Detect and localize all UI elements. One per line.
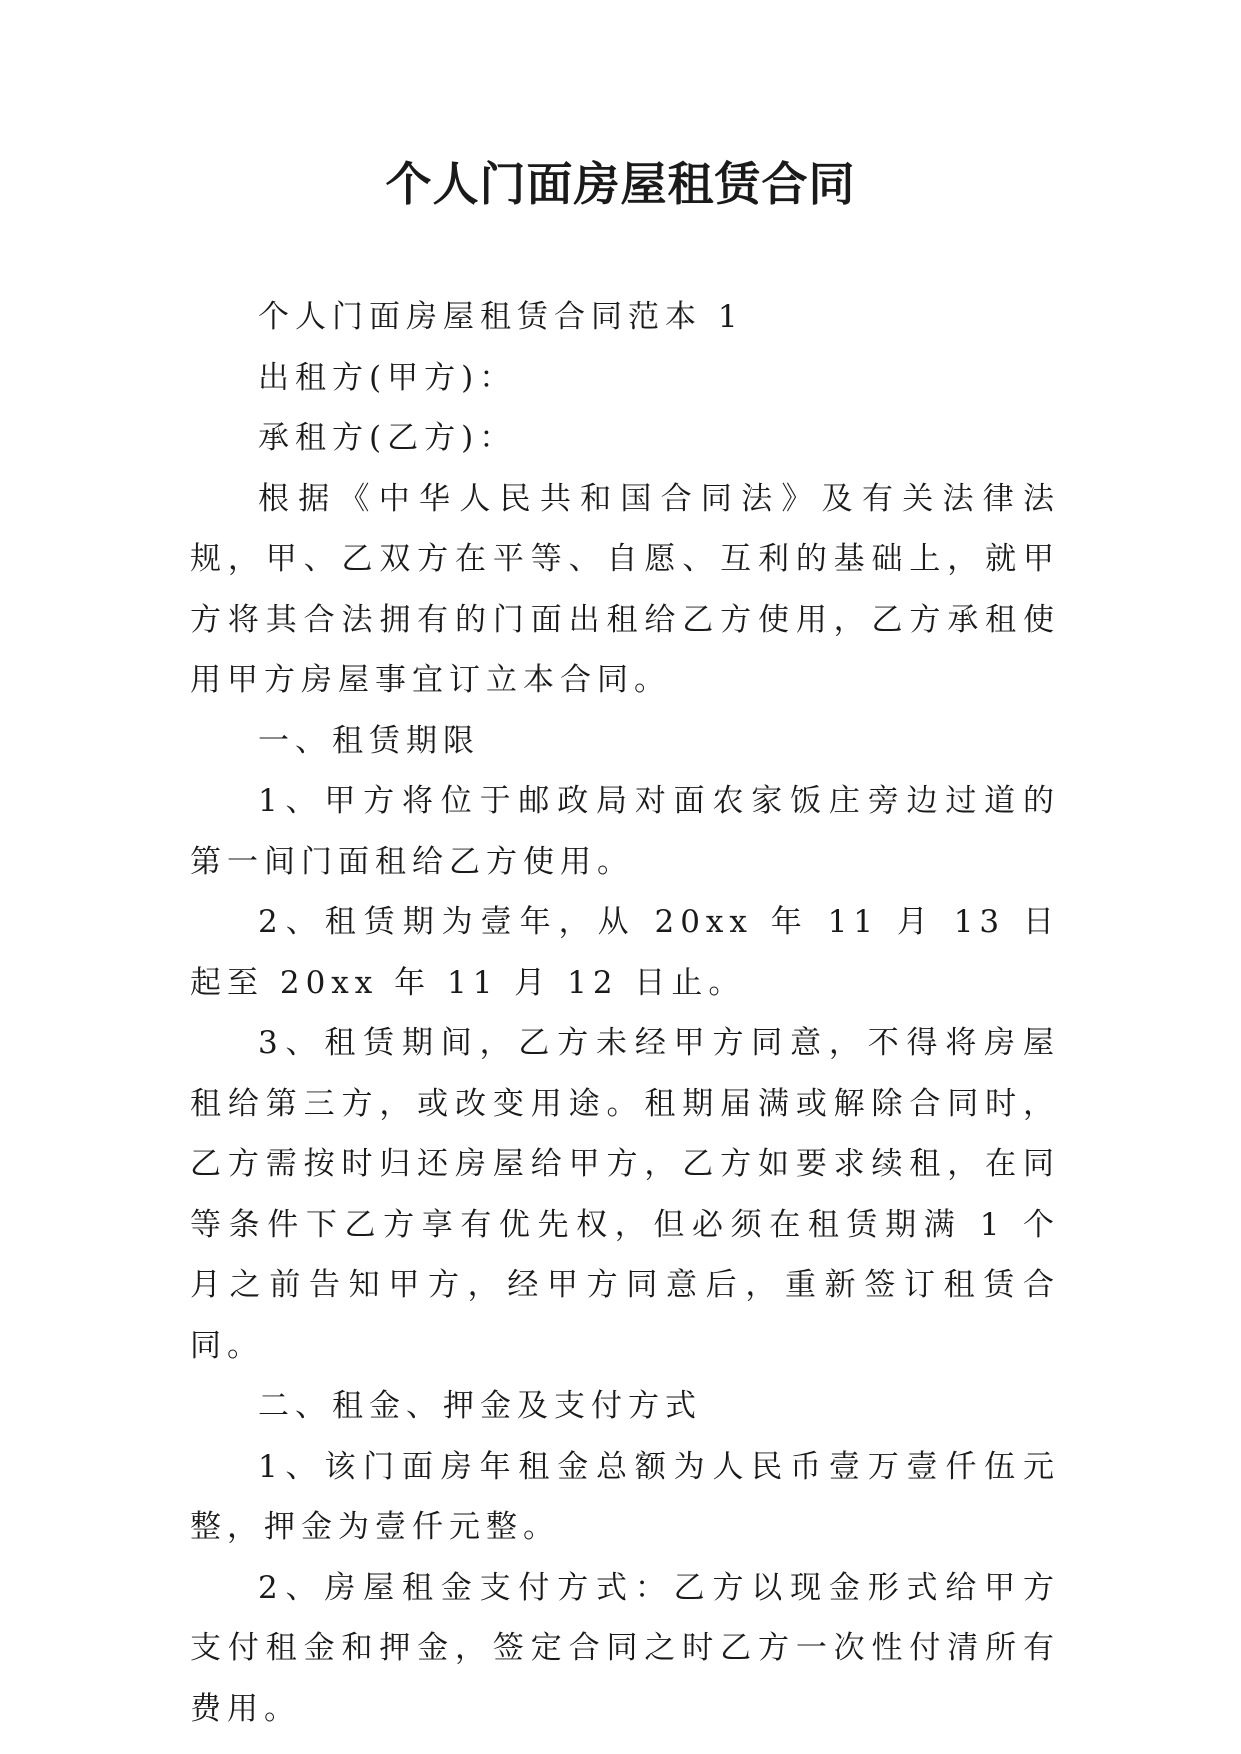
paragraph-clause-2-1: 1、该门面房年租金总额为人民币壹万壹仟伍元整，押金为壹仟元整。 bbox=[190, 1448, 1060, 1545]
section-heading-lease-term: 一、租赁期限 bbox=[258, 722, 480, 759]
paragraph-clause-2-2: 2、房屋租金支付方式：乙方以现金形式给甲方支付租金和押金，签定合同之时乙方一次性付清所有费用。 bbox=[190, 1569, 1060, 1727]
document-body bbox=[190, 287, 1060, 1739]
paragraph-clause-1-2: 2、租赁期为壹年，从 20xx 年 11 月 13 日起至 20xx 年 11 月 12 日止。 bbox=[190, 904, 1060, 1001]
paragraph-clause-1-3: 3、租赁期间，乙方未经甲方同意，不得将房屋租给第三方，或改变用途。租期届满或解除合同时，乙方需按时归还房屋给甲方，乙方如要求续租，在同等条件下乙方享有优先权，但必须在租赁期满 1 个月之前告知甲方，经甲方同意后，重新签订租赁合同。 bbox=[190, 1025, 1060, 1364]
paragraph-preamble: 根据《中华人民共和国合同法》及有关法律法规，甲、乙双方在平等、自愿、互利的基础上，就甲方将其合法拥有的门面出租给乙方使用，乙方承租使用甲方房屋事宜订立本合同。 bbox=[190, 480, 1060, 698]
document-title: 个人门面房屋租赁合同 bbox=[385, 157, 856, 211]
paragraph-template-heading: 个人门面房屋租赁合同范本 1 bbox=[258, 299, 744, 335]
paragraph-clause-1-1: 1、甲方将位于邮政局对面农家饭庄旁边过道的第一间门面租给乙方使用。 bbox=[190, 783, 1060, 880]
paragraph-lessee: 承租方(乙方)： bbox=[258, 420, 517, 456]
paragraph-lessor: 出租方(甲方)： bbox=[258, 359, 517, 396]
section-heading-rent-deposit: 二、租金、押金及支付方式 bbox=[258, 1388, 702, 1424]
